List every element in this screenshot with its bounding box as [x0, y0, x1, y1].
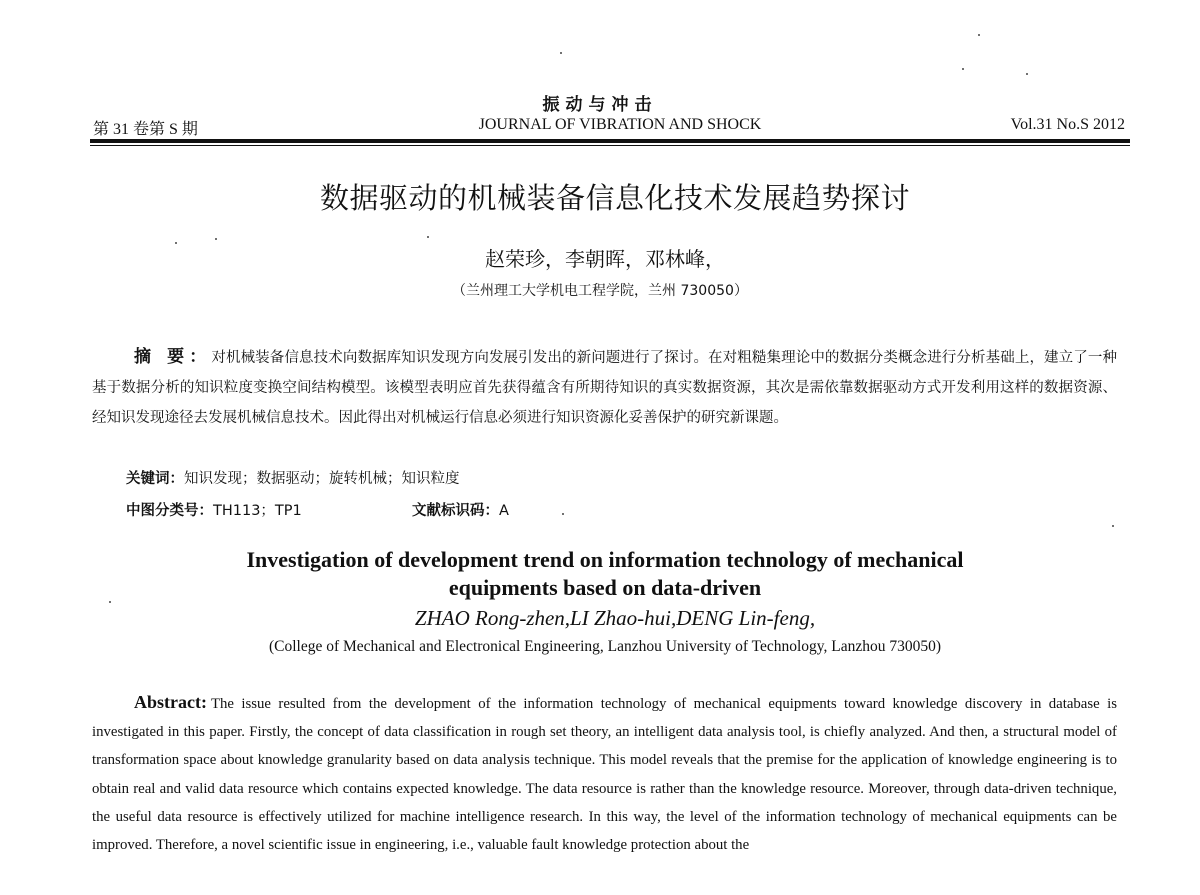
abstract-label-cn: 摘 要：: [134, 347, 212, 367]
scan-speck: [1026, 73, 1028, 75]
scan-speck: [560, 52, 562, 54]
volume-issue-en: Vol.31 No.S 2012: [1010, 116, 1125, 133]
classification-cn: [126, 499, 302, 520]
paper-title-cn: 数据驱动的机械装备信息化技术发展趋势探讨: [319, 181, 910, 215]
volume-issue-cn: 第 31 卷第 S 期: [93, 121, 198, 138]
keywords-cn: [126, 467, 460, 488]
paper-title-en-line1: Investigation of development trend on information technology of mechanical: [246, 547, 964, 572]
scan-speck: [427, 236, 429, 238]
scan-speck: [215, 238, 217, 240]
affiliation-cn: （兰州理工大学机电工程学院，兰州 730050）: [452, 283, 748, 299]
document-code-cn: [412, 499, 509, 520]
journal-title-en: JOURNAL OF VIBRATION AND SHOCK: [478, 116, 762, 133]
affiliation-en: (College of Mechanical and Electronical Engineering, Lanzhou University of Technology, Lanzhou 730050): [268, 638, 942, 655]
paper-title-en: [0, 546, 1200, 602]
authors-en: ZHAO Rong-zhen,LI Zhao-hui,DENG Lin-feng,: [414, 606, 816, 630]
authors-cn: 赵荣珍，李朝晖，邓林峰，: [485, 247, 725, 271]
journal-title-cn: 振动与冲击: [542, 95, 658, 115]
abstract-text-cn: 对机械装备信息技术向数据库知识发现方向发展引发出的新问题进行了探讨。在对粗糙集理论中的数据分类概念进行分析基础上，建立了一种基于数据分析的知识粒度变换空间结构模型。该模型表明应首先获得蕴含有所期待知识的真实数据资源，其次是需依靠数据驱动方式开发利用这样的数据资源、经知识发现途径去发展机械信息技术。因此得出对机械运行信息必须进行知识资源化妥善保护的研究新课题。: [92, 350, 1117, 426]
doc-code-value-cn: A: [499, 503, 509, 519]
abstract-label-en: Abstract:: [134, 692, 207, 712]
abstract-en: [92, 688, 1117, 859]
class-label-cn: 中图分类号：: [126, 503, 213, 519]
scan-speck: [962, 68, 964, 70]
class-value-cn: TH113；TP1: [213, 503, 302, 519]
scan-speck: [562, 513, 564, 515]
doc-code-label-cn: 文献标识码：: [412, 503, 499, 519]
scan-speck: [978, 34, 980, 36]
abstract-text-en: The issue resulted from the development of the information technology of mechanical equipments toward knowledge discovery in database is investigated in this paper. Firstly, the concept of data classification in rough set theory, an intelligent data analysis tool, is chiefly analyzed. And then, a structural model of transformation space about knowledge granularity based on data analysis technique. This model reveals that the premise for the application of knowledge engineering is to obtain real and valid data resource which contains expected knowledge. The data resource is rather than the knowledge resource. Moreover, through data-driven technique, the useful data resource is effectively utilized for machine intelligence research. In this way, the level of the information technology of mechanical equipments can be improved. Therefore, a novel scientific issue in engineering, i.e., valuable fault knowledge protection about the: [92, 696, 1117, 854]
keywords-value-cn: 知识发现；数据驱动；旋转机械；知识粒度: [184, 471, 460, 487]
keywords-label-cn: 关键词：: [126, 471, 184, 487]
abstract-cn: [92, 342, 1117, 433]
scan-speck: [1112, 525, 1114, 527]
header-rule-thick: [90, 139, 1130, 143]
header-rule-thin: [90, 145, 1130, 146]
paper-title-en-line2: equipments based on data-driven: [448, 575, 762, 600]
